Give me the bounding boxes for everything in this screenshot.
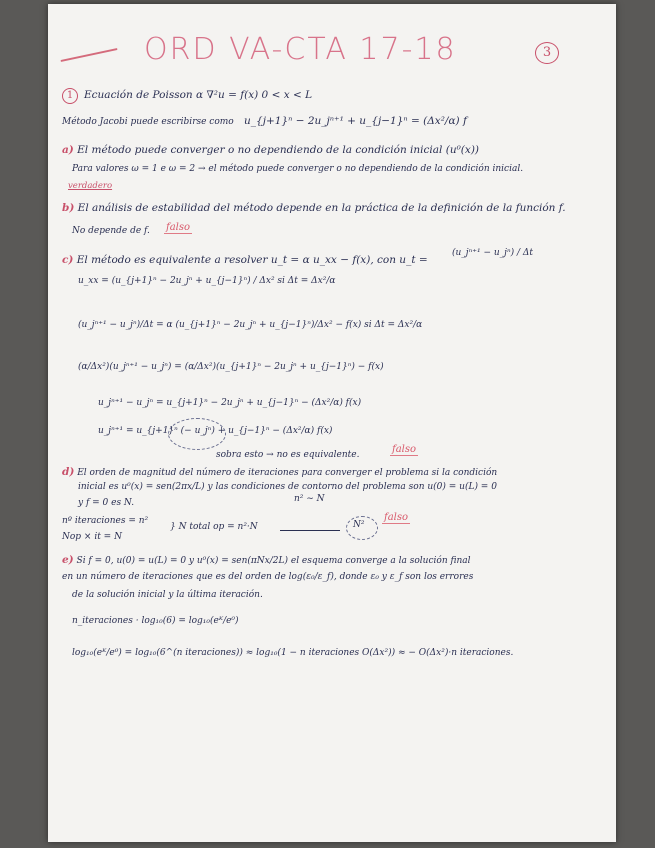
part-a-verdict: verdadero [68,181,113,191]
part-d-label: d) [62,466,75,478]
part-c-label: c) [62,254,74,266]
notebook-page [48,4,616,842]
part-c-ut-fraction: (u_jⁿ⁺¹ − u_jⁿ) / Δt [452,248,533,258]
part-c-uxx-definition: u_xx = (u_{j+1}ⁿ − 2u_jⁿ + u_{j−1}ⁿ) / Δx² si Δt = Δx²/α [78,276,336,286]
part-c [62,254,428,266]
part-c-step-1: (u_jⁿ⁺¹ − u_jⁿ)/Δt = α (u_{j+1}ⁿ − 2u_jⁿ + u_{j−1}ⁿ)/Δx² − f(x) si Δt = Δx²/α [78,320,423,330]
part-e-line-1: n_iteraciones · log₁₀(6) = log₁₀(eᴷ/e⁰) [72,616,239,626]
part-d [62,466,497,478]
page-number-badge: 3 [535,42,559,64]
part-d-text-3: y f = 0 es N. [78,498,135,508]
part-a [62,144,479,156]
part-e-line-2: log₁₀(eᴷ/e⁰) = log₁₀(6^(n iteraciones)) ≈ log₁₀(1 − n iteraciones O(Δx²)) ≈ − O(Δx²)·n iteraciones. [72,648,514,658]
part-e-text-3: de la solución inicial y la última iteración. [72,590,263,600]
part-c-step-4: u_jⁿ⁺¹ = u_{j+1}ⁿ (− u_jⁿ) + u_{j−1}ⁿ − (Δx²/α) f(x) [98,426,333,436]
part-c-text: El método es equivalente a resolver u_t = α u_xx − f(x), con u_t = [76,254,428,266]
part-b-label: b) [62,202,75,214]
part-c-conclusion: sobra esto → no es equivalente. [216,450,360,460]
part-b-verdict: falso [166,222,191,233]
part-c-step-2: (α/Δx²)(u_jⁿ⁺¹ − u_jⁿ) = (α/Δx²)(u_{j+1}ⁿ − 2u_jⁿ + u_{j−1}ⁿ) − f(x) [78,362,384,372]
part-a-text: El método puede converger o no dependiendo de la condición inicial (u⁰(x)) [77,144,480,156]
part-b-text: El análisis de estabilidad del método depende en la práctica de la definición de la función f. [77,202,566,214]
arrow-icon [280,530,340,531]
part-d-n2-relation: n² ∼ N [294,494,325,504]
part-a-answer: Para valores ω = 1 e ω = 2 → el método puede converger o no dependiendo de la condición inicial. [72,164,524,174]
part-e-text-2: en un número de iteraciones que es del orden de log(ε₀/ε_f), donde ε₀ y ε_f son los errores [62,572,474,582]
part-c-verdict: falso [392,444,417,455]
jacobi-intro: Método Jacobi puede escribirse como [62,117,234,127]
part-d-iterations: nº iteraciones = n² [62,516,149,526]
question-number: 1 [62,88,78,104]
part-d-text-1: El orden de magnitud del número de iteraciones para converger el problema si la condición [77,468,498,478]
part-d-text-2: inicial es u⁰(x) = sen(2πx/L) y las condiciones de contorno del problema son u(0) = u(L) = 0 [78,482,497,492]
part-d-total-ops: } N total op = n²·N [170,522,258,532]
question-statement: Ecuación de Poisson α ∇²u = f(x) 0 < x < L [84,89,313,101]
part-e-label: e) [62,554,74,566]
decorative-pen-stroke [60,48,117,62]
part-d-verdict: falso [384,512,409,523]
part-e-text-1: Si f = 0, u(0) = u(L) = 0 y u⁰(x) = sen(πNx/2L) el esquema converge a la solución final [76,556,471,566]
part-b-answer: No depende de f. [72,226,150,236]
part-d-result: N² [353,520,365,530]
part-d-ops-per-iteration: Nop × it = N [62,532,122,542]
part-c-step-3: u_jⁿ⁺¹ − u_jⁿ = u_{j+1}ⁿ − 2u_jⁿ + u_{j−1}ⁿ − (Δx²/α) f(x) [98,398,362,408]
jacobi-equation: u_{j+1}ⁿ − 2u_jⁿ⁺¹ + u_{j−1}ⁿ = (Δx²/α) f [244,115,467,127]
part-a-label: a) [62,144,74,156]
part-e [62,554,471,566]
part-b [62,202,566,214]
page-title: ORD VA-CTA 17-18 [144,32,457,67]
